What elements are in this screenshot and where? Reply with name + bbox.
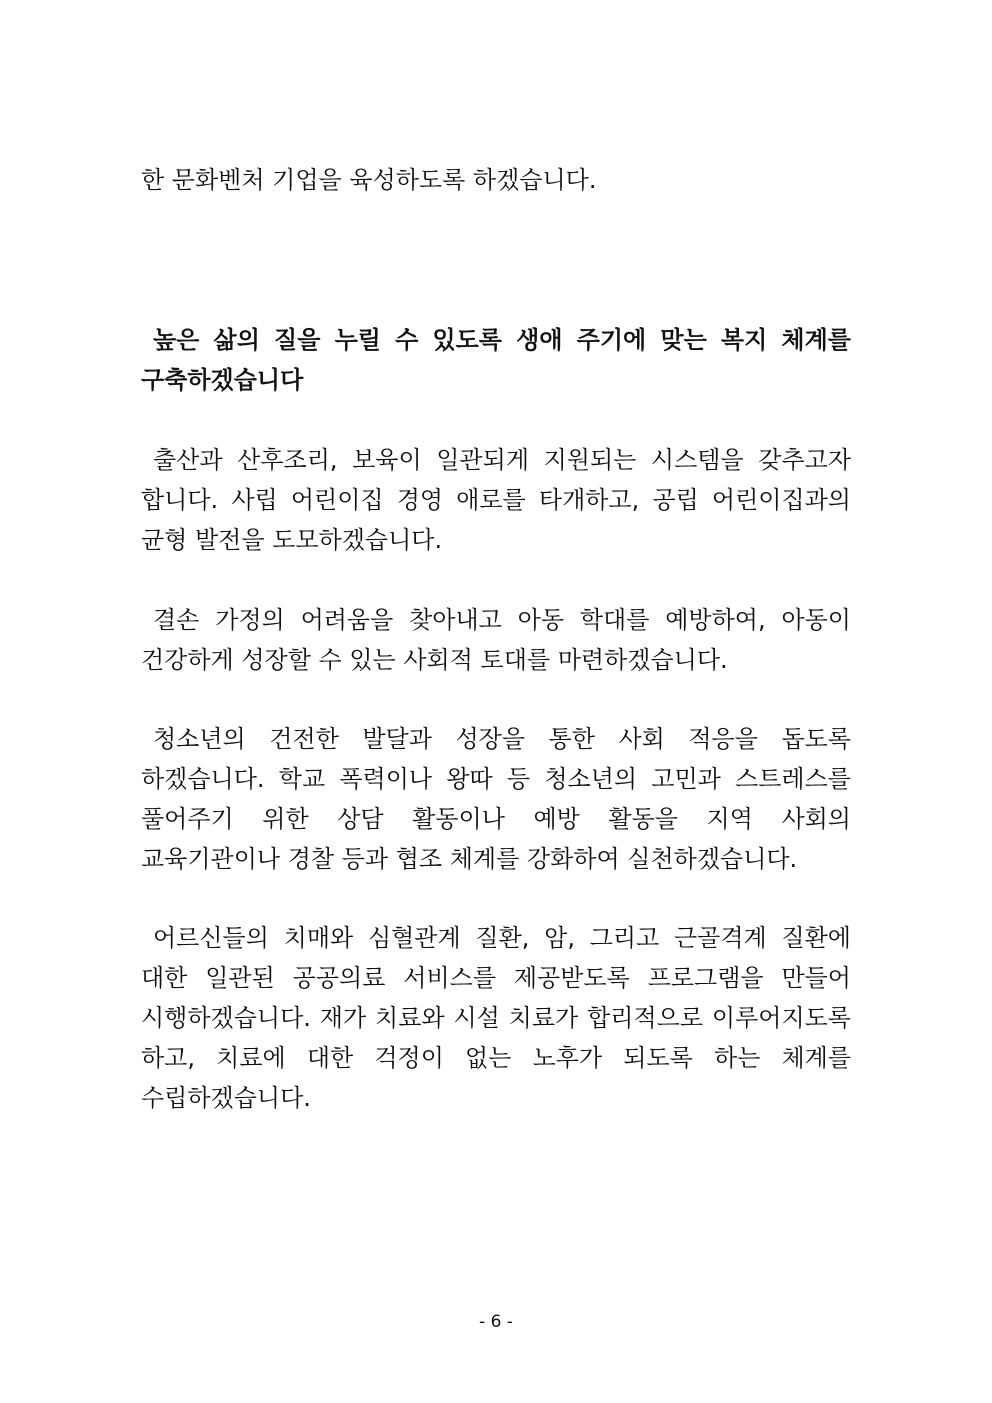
paragraph-elderly-care: 어르신들의 치매와 심혈관계 질환, 암, 그리고 근골격계 질환에 대한 일관된 공공의료 서비스를 제공받도록 프로그램을 만들어 시행하겠습니다. 재가 치료와 시설 치료가 합리적으로 이루어지도록 하고, 치료에 대한 걱정이 없는 노후가 되도록 하는 체계를 수립하겠습니다. (141, 924, 851, 1112)
paragraph-youth: 청소년의 건전한 발달과 성장을 통한 사회 적응을 돕도록 하겠습니다. 학교 폭력이나 왕따 등 청소년의 고민과 스트레스를 풀어주기 위한 상담 활동이나 예방 활동을 지역 사회의 교육기관이나 경찰 등과 협조 체계를 강화하여 실천하겠습니다. (141, 725, 851, 873)
paragraph-child-welfare: 결손 가정의 어려움을 찾아내고 아동 학대를 예방하여, 아동이 건강하게 성장할 수 있는 사회적 토대를 마련하겠습니다. (141, 606, 851, 674)
paragraph-childcare: 출산과 산후조리, 보육이 일관되게 지원되는 시스템을 갖추고자 합니다. 사립 어린이집 경영 애로를 타개하고, 공립 어린이집과의 균형 발전을 도모하겠습니다. (141, 446, 851, 554)
section-heading: 높은 삶의 질을 누릴 수 있도록 생애 주기에 맞는 복지 체계를 구축하겠습니다 (141, 326, 851, 394)
continuation-paragraph: 한 문화벤처 기업을 육성하도록 하겠습니다. (141, 166, 597, 194)
page-number: - 6 - (479, 1312, 513, 1332)
